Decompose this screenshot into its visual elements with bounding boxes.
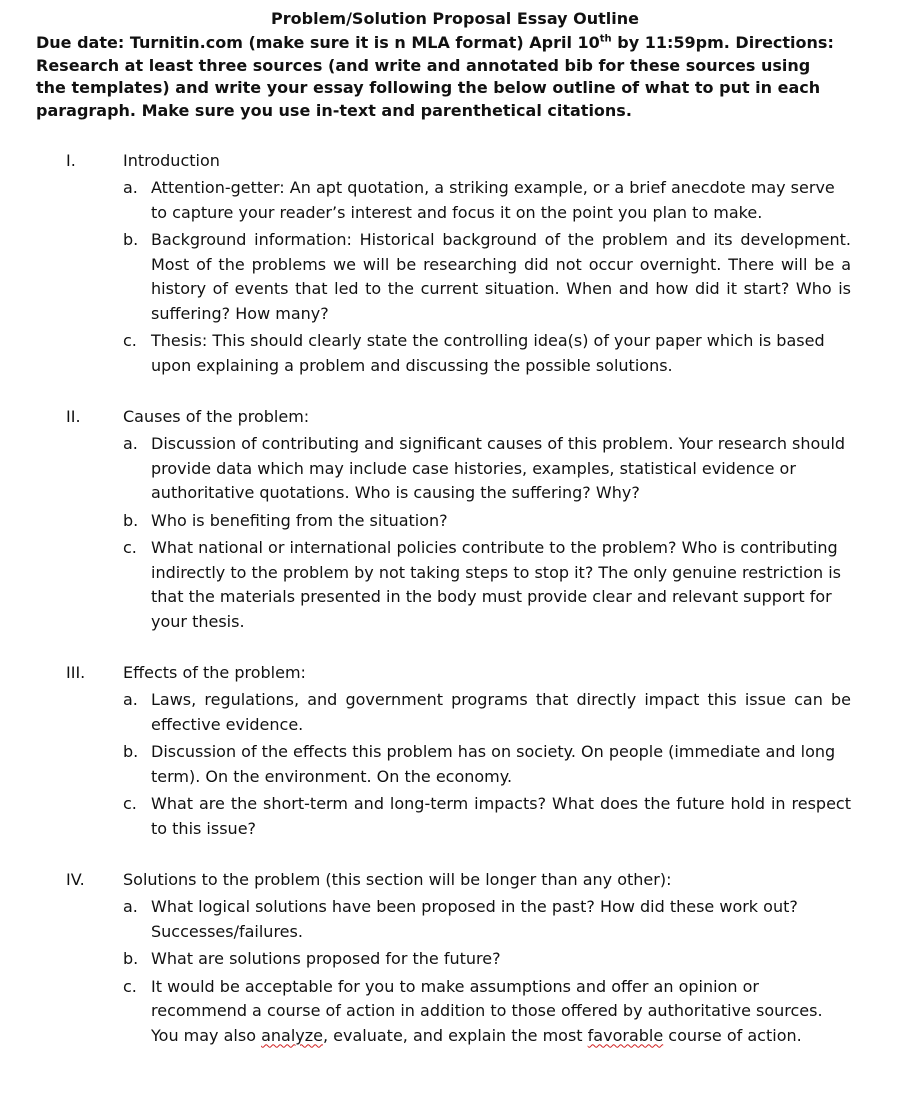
item-letter: b. xyxy=(123,949,139,968)
outline-item xyxy=(123,536,851,634)
item-letter: b. xyxy=(123,510,139,530)
item-text: What are the short-term and long-term impacts? What does the future hold in respect to this issue? xyxy=(151,794,851,838)
section-heading: Solutions to the problem (this section will be longer than any other): xyxy=(123,870,672,889)
item-text: Attention-getter: An apt quotation, a striking example, or a brief anecdote may serve to capture your reader’s interest and focus it on the point you plan to make. xyxy=(151,178,835,222)
outline-section-solutions xyxy=(36,867,910,1048)
item-text: Background information: Historical background of the problem and its development. Most of the problems we will be researching did not occur overnight. There will be a history of events that led to the current situation. When and how did it start? Who is suffering? How many? xyxy=(151,230,851,323)
item-text: Discussion of the effects this problem has on society. On people (immediate and long term). On the environment. On the economy. xyxy=(151,742,836,786)
outline-item xyxy=(123,947,851,972)
due-date-suffix: by 11:59pm. Directions: Research at least three sources (and write and annotated bib for these sources using the templates) and write your essay following the below outline of what to put in each paragraph. Make sure you use in-text and parenthetical citations. xyxy=(36,33,834,120)
spellcheck-flagged-word: favorable xyxy=(587,1025,664,1045)
item-text: Who is benefiting from the situation? xyxy=(151,510,448,530)
outline-item xyxy=(123,329,851,378)
item-text: Laws, regulations, and government programs that directly impact this issue can be effective evidence. xyxy=(151,690,851,734)
outline-item xyxy=(123,176,851,225)
item-letter: c. xyxy=(123,976,137,996)
document-title: Problem/Solution Proposal Essay Outline xyxy=(271,9,639,28)
section-numeral: III. xyxy=(66,663,86,682)
outline-section-effects xyxy=(36,660,910,841)
spellcheck-flagged-word: analyze xyxy=(261,1025,323,1045)
section-numeral: II. xyxy=(66,407,81,426)
item-text xyxy=(151,977,823,1045)
item-text: Thesis: This should clearly state the controlling idea(s) of your paper which is based upon explaining a problem and discussing the possible solutions. xyxy=(151,331,825,375)
item-text: What logical solutions have been proposed in the past? How did these work out? Successes/failures. xyxy=(151,897,798,941)
outline-section-introduction xyxy=(36,148,910,378)
item-text-part: , evaluate, and explain the most xyxy=(322,1025,588,1045)
outline-item xyxy=(123,792,851,841)
section-numeral: IV. xyxy=(66,870,85,889)
item-letter: a. xyxy=(123,178,138,197)
outline-item xyxy=(123,688,851,737)
item-text: What are solutions proposed for the future? xyxy=(151,949,501,968)
item-letter: b. xyxy=(123,742,139,761)
outline-sections xyxy=(36,148,910,1048)
item-letter: a. xyxy=(123,690,138,709)
outline-section-causes xyxy=(36,404,910,634)
item-letter: c. xyxy=(123,538,137,557)
outline-item xyxy=(123,228,851,326)
item-text: Discussion of contributing and significant causes of this problem. Your research should provide data which may include case histories, examples, statistical evidence or authoritative quotations. Who is causing the suffering? Why? xyxy=(151,434,846,502)
item-letter: a. xyxy=(123,434,138,453)
item-text-part: course of action. xyxy=(663,1025,802,1045)
item-text-part: It would be acceptable for you to make assumptions and offer an opinion or recommend a course of action in addition to those offered by authoritative sources. You may also xyxy=(151,976,823,1045)
section-heading: Causes of the problem: xyxy=(123,407,310,426)
item-text: What national or international policies contribute to the problem? Who is contributing indirectly to the problem by not taking steps to stop it? The only genuine restriction is that the materials presented in the body must provide clear and relevant support for your thesis. xyxy=(151,538,841,631)
item-letter: b. xyxy=(123,230,139,249)
outline-item xyxy=(123,509,851,534)
outline-item xyxy=(123,740,851,789)
outline-item xyxy=(123,975,851,1049)
section-heading: Introduction xyxy=(123,151,220,170)
outline-item xyxy=(123,432,851,506)
item-letter: c. xyxy=(123,794,137,813)
item-letter: a. xyxy=(123,897,138,916)
outline-item xyxy=(123,895,851,944)
item-letter: c. xyxy=(123,331,137,350)
due-date-prefix: Due date: Turnitin.com (make sure it is n MLA format) April 10 xyxy=(36,33,600,52)
section-heading: Effects of the problem: xyxy=(123,663,306,682)
due-date-superscript: th xyxy=(599,33,612,45)
due-date-directions xyxy=(36,32,836,122)
section-numeral: I. xyxy=(66,151,76,170)
